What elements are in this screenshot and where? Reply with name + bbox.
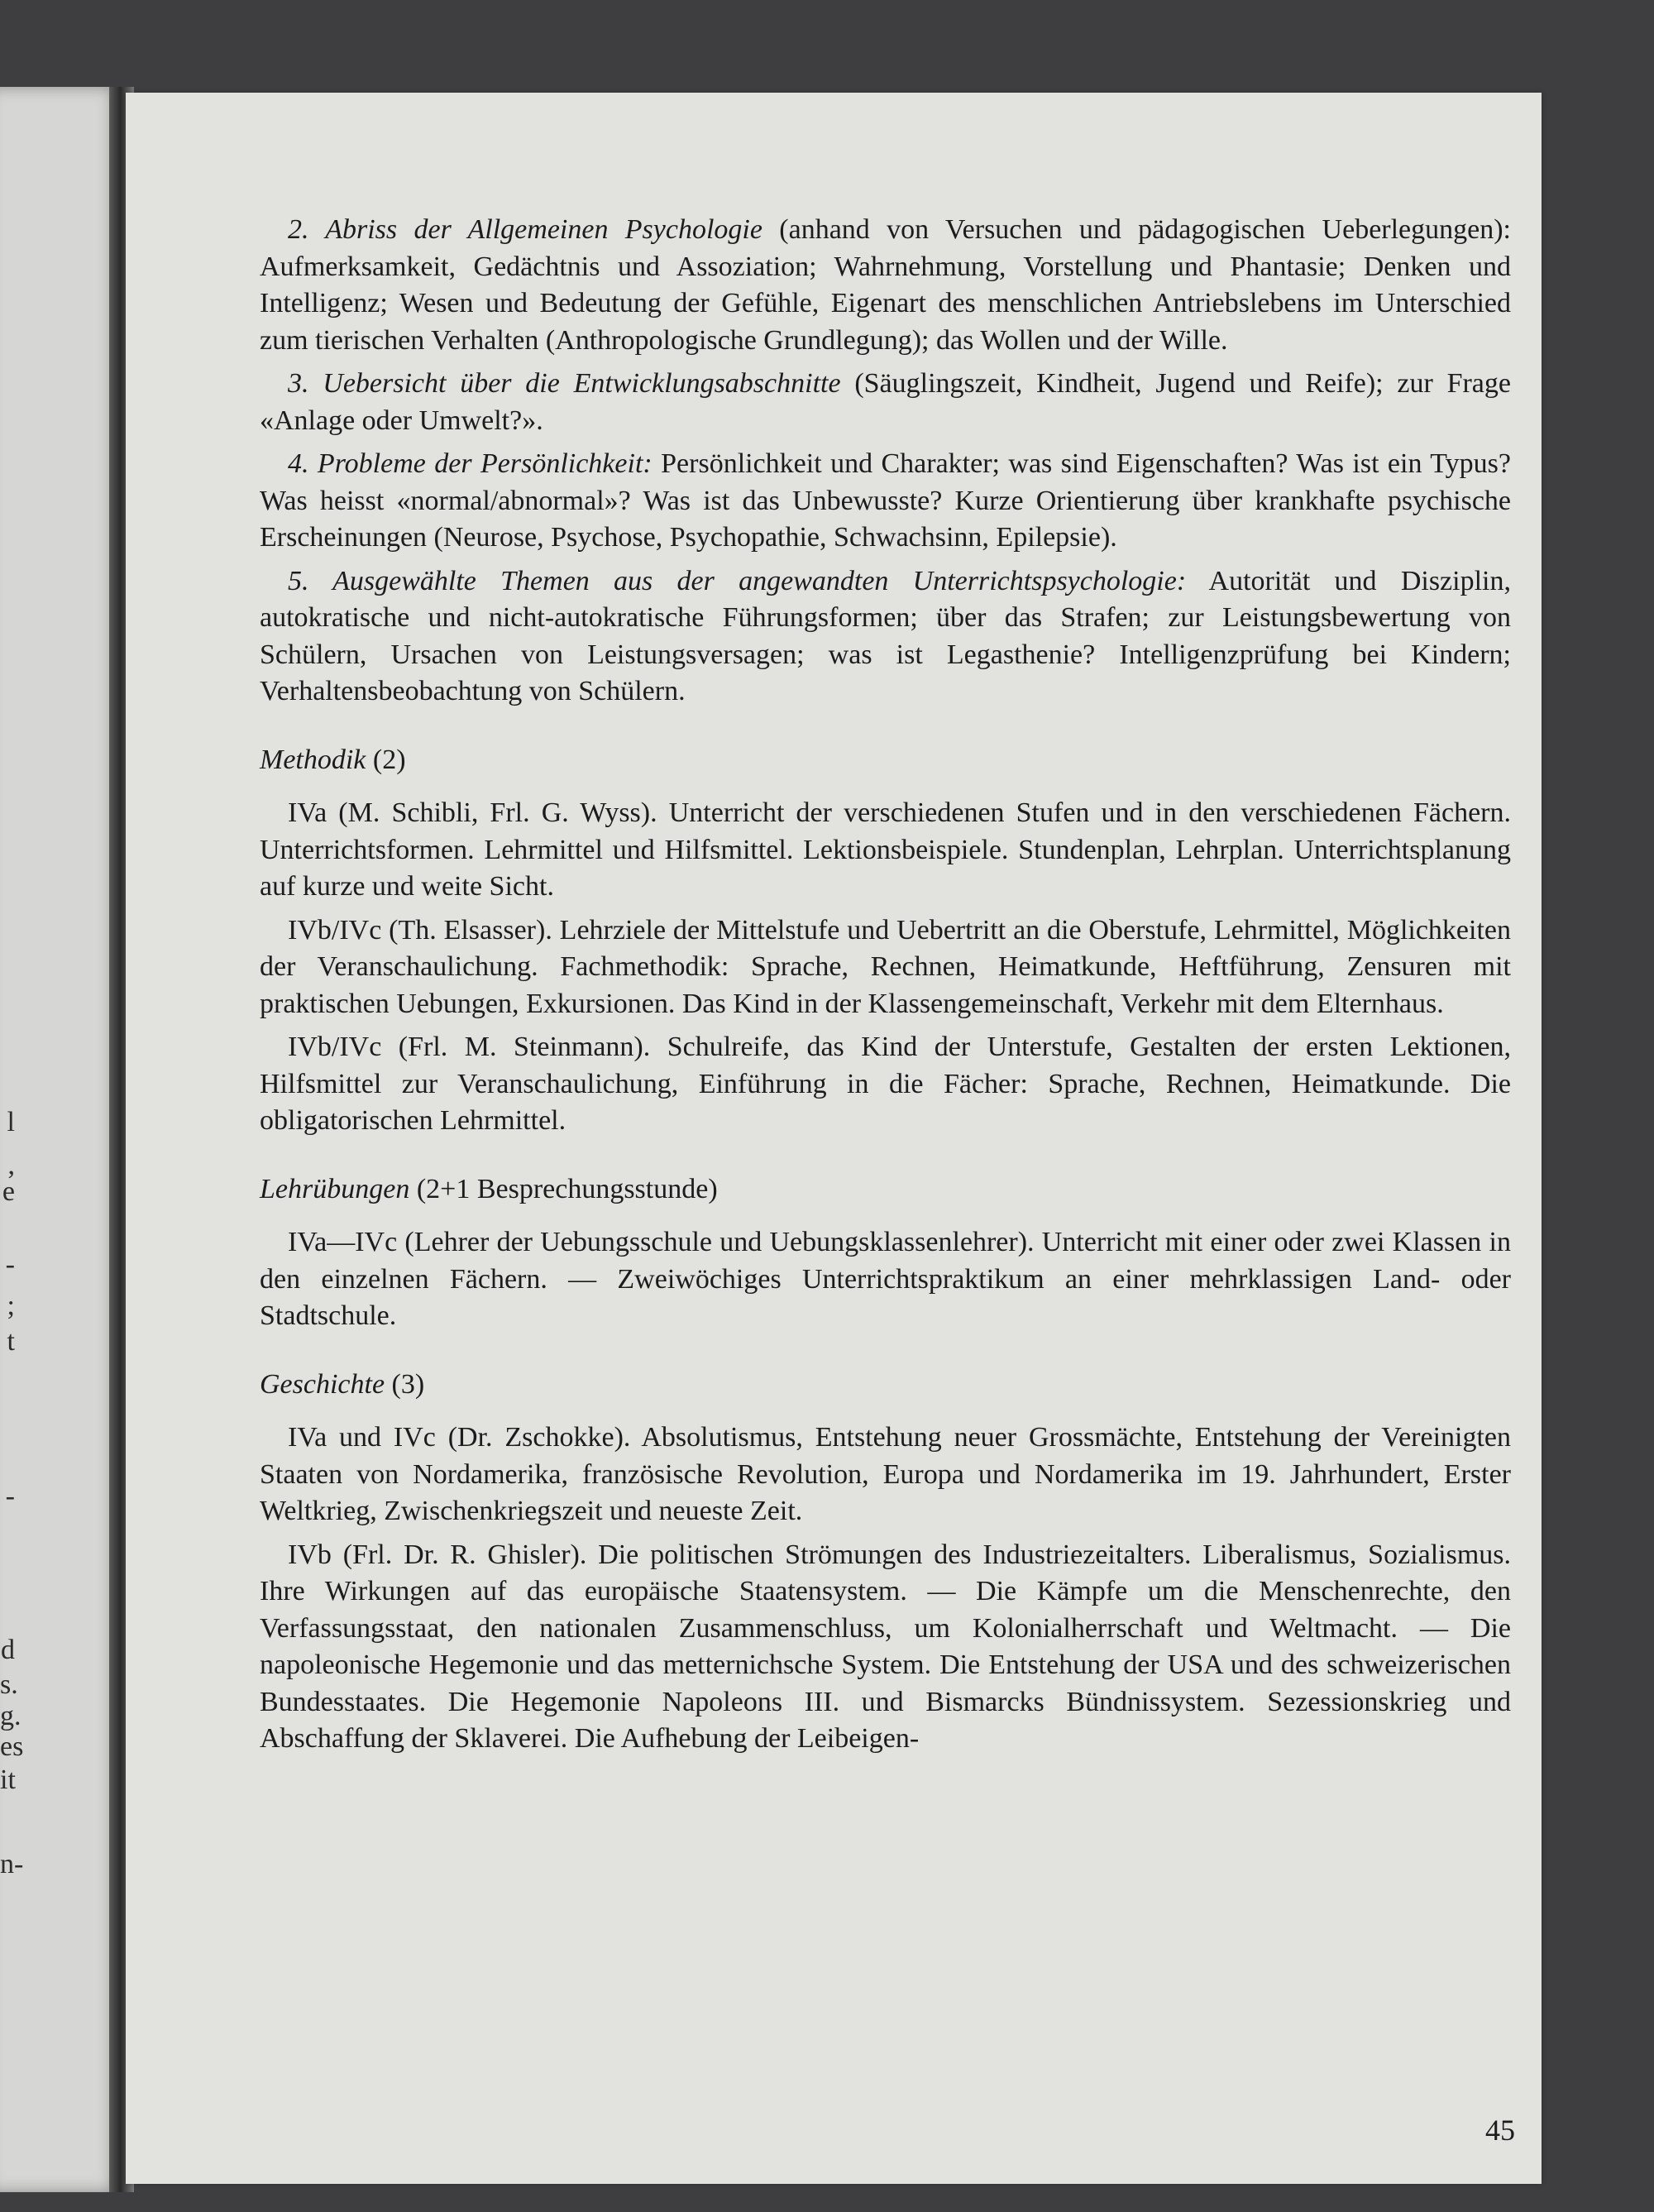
left-page-fragment: ; xyxy=(7,1290,15,1321)
paragraph-lead: 4. Probleme der Persönlichkeit: xyxy=(288,448,653,479)
paragraph-body: (anhand von Versuchen und pädagogischen Ueberlegungen): Aufmerksamkeit, Gedächtnis und Assoziation; Wahrnehmung, Vorstellung und Phantasie; Denken und Intelligenz; Wesen und Bedeutung der Gefühle, Eigenart des menschlichen Antriebslebens im Unterschied zum tierischen Verhalten (Anthropologische Grundlegung); das Wollen und der Wille. xyxy=(260,214,1511,356)
paragraph-geschichte-ivb: IVb (Frl. Dr. R. Ghisler). Die politischen Strömungen des Industriezeitalters. Liberalismus, Sozialismus. Ihre Wirkungen auf das europäische Staatensystem. — Die Kämpfe um die Menschenrechte, den Verfassungsstaat, den nationalen Zusammenschluss, um Kolonialherrschaft und Weltmacht. — Die napoleonische Hegemonie und das metternichsche System. Die Entstehung der USA und des schweizerischen Bundesstaates. Die Hegemonie Napoleons III. und Bismarcks Bündnissystem. Sezessionskrieg und Abschaffung der Sklaverei. Die Aufhebung der Leibeigen- xyxy=(260,1539,1511,1754)
left-page-fragment: g. xyxy=(0,1701,22,1731)
section-title: Geschichte xyxy=(260,1368,385,1400)
paragraph-body: (Säuglingszeit, Kindheit, Jugend und Reife); zur Frage «Anlage oder Umwelt?». xyxy=(260,368,1511,436)
text-column xyxy=(260,212,1511,1764)
left-page-fragment: - xyxy=(5,1481,15,1511)
section-heading-methodik xyxy=(260,742,1511,779)
paragraph-lead: 2. Abriss der Allgemeinen Psychologie xyxy=(288,214,762,245)
section-title: Methodik xyxy=(260,744,366,775)
paragraph-body: Autorität und Disziplin, autokratische und nicht-autokratische Führungsformen; über das Strafen; zur Leistungsbewertung von Schülern, Ursachen von Leistungsversagen; was ist Legasthenie? Intelligenzprüfung bei Kindern; Verhaltensbeobachtung von Schülern. xyxy=(260,565,1511,706)
paragraph-methodik-ivb-elsasser: IVb/IVc (Th. Elsasser). Lehrziele der Mittelstufe und Uebertritt an die Oberstufe, Lehrmittel, Möglichkeiten der Veranschaulichung. Fachmethodik: Sprache, Rechnen, Heimatkunde, Heftführung, Zensuren mit praktischen Uebungen, Exkursionen. Das Kind in der Klassengemeinschaft, Verkehr mit dem Elternhaus. xyxy=(260,914,1511,1019)
left-page-fragment: es xyxy=(0,1731,24,1762)
left-page-fragment: e xyxy=(2,1176,15,1207)
left-page-fragment: d xyxy=(1,1635,15,1665)
paragraph-lead: 5. Ausgewählte Themen aus der angewandten Unterrichtspsychologie: xyxy=(288,565,1187,596)
left-page-fragment: - xyxy=(5,1249,15,1280)
section-hours: (3) xyxy=(385,1368,425,1400)
paragraph-geschichte-iva: IVa und IVc (Dr. Zschokke). Absolutismus, Entstehung neuer Grossmächte, Entstehung der Vereinigten Staaten von Nordamerika, französische Revolution, Europa und Nordamerika im 19. Jahrhundert, Erster Weltkrieg, Zwischenkriegszeit und neueste Zeit. xyxy=(260,1422,1511,1526)
section-heading-geschichte xyxy=(260,1367,1511,1404)
left-page-fragment: it xyxy=(0,1764,16,1795)
left-page-edge xyxy=(0,87,124,2192)
left-page-fragment: s. xyxy=(0,1669,18,1700)
paragraph-entwicklungsabschnitte xyxy=(260,366,1511,439)
left-page-fragment: l xyxy=(7,1107,15,1137)
paragraph-lead: 3. Uebersicht über die Entwicklungsabschnitte xyxy=(288,368,841,399)
paragraph-persoenlichkeit xyxy=(260,446,1511,557)
paragraph-lehruebungen: IVa—IVc (Lehrer der Uebungsschule und Uebungsklassenlehrer). Unterricht mit einer oder zwei Klassen in den einzelnen Fächern. — Zweiwöchiges Unterrichtspraktikum an einer mehrklassigen Land- oder Stadtschule. xyxy=(260,1227,1511,1331)
left-page-fragment: t xyxy=(7,1326,15,1357)
paragraph-methodik-ivb-steinmann: IVb/IVc (Frl. M. Steinmann). Schulreife, das Kind der Unterstufe, Gestalten der ersten Lektionen, Hilfsmittel zur Veranschaulichung, Einführung in die Fächer: Sprache, Rechnen, Heimatkunde. Die obligatorischen Lehrmittel. xyxy=(260,1032,1511,1136)
paragraph-methodik-iva: IVa (M. Schibli, Frl. G. Wyss). Unterricht der verschiedenen Stufen und in den verschiedenen Fächern. Unterrichtsformen. Lehrmittel und Hilfsmittel. Lektionsbeispiele. Stundenplan, Lehrplan. Unterrichtsplanung auf kurze und weite Sicht. xyxy=(260,797,1511,902)
left-page-fragment: , xyxy=(7,1150,15,1180)
section-title: Lehrübungen xyxy=(260,1173,410,1204)
paragraph-body: Persönlichkeit und Charakter; was sind Eigenschaften? Was ist ein Typus? Was heisst «normal/abnormal»? Was ist das Unbewusste? Kurze Orientierung über krankhafte psychische Erscheinungen (Neurose, Psychose, Psychopathie, Schwachsinn, Epilepsie). xyxy=(260,448,1511,553)
section-heading-lehruebungen xyxy=(260,1171,1511,1209)
page-number: 45 xyxy=(1485,2114,1515,2147)
section-hours: (2) xyxy=(366,744,406,775)
section-hours: (2+1 Besprechungsstunde) xyxy=(409,1173,718,1204)
paragraph-allgemeine-psychologie xyxy=(260,212,1511,359)
book-page xyxy=(126,93,1542,2184)
paragraph-unterrichtspsychologie xyxy=(260,563,1511,711)
left-page-fragment: n- xyxy=(0,1849,24,1879)
